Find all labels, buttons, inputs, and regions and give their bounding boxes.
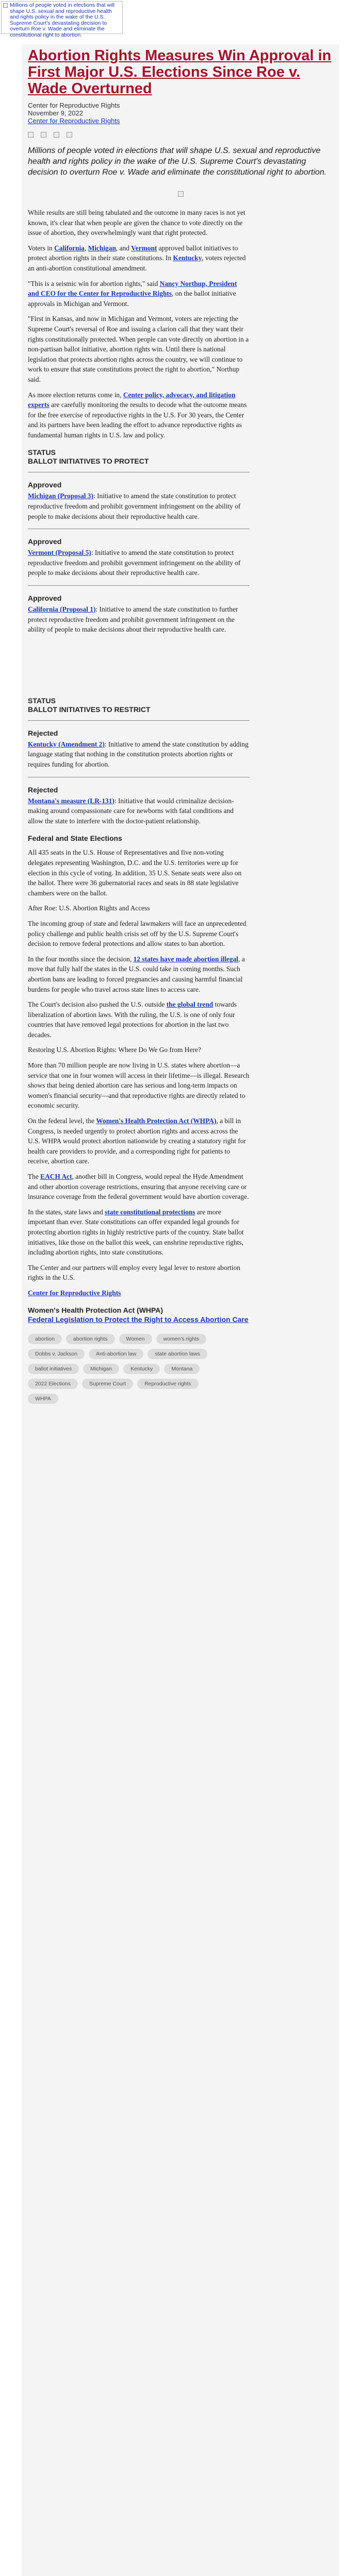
- section-heading: BALLOT INITIATIVES TO RESTRICT: [28, 705, 151, 714]
- image-placeholder-icon: [178, 191, 184, 197]
- text: The: [28, 1173, 41, 1180]
- article-title[interactable]: Abortion Rights Measures Win Approval in First Major U.S. Elections Since Roe v. Wade Overturned: [28, 47, 332, 97]
- text: : Initiative to amend the state constitution to protect reproductive freedom and prohibit government infringement on the ability of people to make decisions about their reproductive health care.: [28, 549, 241, 577]
- paragraph: [28, 954, 250, 994]
- text: : Initiative to amend the state constitution to further protect reproductive freedom and prohibit government infringement on the ability of people to make decisions about their reproductive health care.: [28, 605, 238, 634]
- whpa-link-wrap: [28, 1315, 250, 1325]
- tag[interactable]: Montana: [164, 1364, 200, 1374]
- paragraph: [28, 243, 250, 274]
- ballot-link[interactable]: Michigan (Proposal 3): [28, 492, 93, 500]
- linkedin-icon[interactable]: [54, 132, 59, 138]
- tag[interactable]: WHPA: [28, 1394, 58, 1404]
- link-global-trend[interactable]: the global trend: [166, 1001, 214, 1009]
- restrict-section-header: [28, 697, 250, 714]
- ballot-item: [28, 472, 250, 521]
- text: are more important than ever. State constitutions can offer expanded legal grounds for protecting abortion rights in highly restrictive parts of the country. State ballot initiatives, like those on the ballot this week, can enshrine reproductive rights, including abortion rights, into state constitutions.: [28, 1208, 244, 1257]
- facebook-icon[interactable]: [28, 132, 34, 138]
- paragraph: More than 70 million people are now living in U.S. states where abortion—a service that one in four women will access in their lifetime—is illegal. Research shows that being denied abortion care has serious and long-term impacts on women's financial security—and that reproductive rights are directly related to economic security.: [28, 1061, 250, 1110]
- tag[interactable]: Anti-abortion law: [89, 1349, 143, 1359]
- text: In the states, state laws and: [28, 1208, 105, 1216]
- tag[interactable]: women's rights: [156, 1334, 207, 1344]
- tag[interactable]: Dobbs v. Jackson: [28, 1349, 85, 1359]
- ballot-description: [28, 548, 250, 578]
- tag-list: [28, 1334, 214, 1409]
- ballot-status: Rejected: [28, 728, 58, 737]
- article-meta: [28, 101, 333, 125]
- email-card: [22, 44, 339, 2576]
- article-date: November 9, 2022: [28, 109, 83, 117]
- text: , and: [116, 244, 132, 252]
- ballot-description: [28, 604, 250, 635]
- subheading-restoring: Restoring U.S. Abortion Rights: Where Do We Go from Here?: [28, 1046, 201, 1054]
- text: Voters in: [28, 244, 55, 252]
- paragraph: While results are still being tabulated and the outcome in many races is not yet known, it's clear that when people are given the chance to vote directly on the issue of abortion, they overwhelmingly want that right protected.: [28, 209, 245, 237]
- text: , a move that fully half the states in the U.S. could take in coming months. Such abortion bans are leading to forced pregnancies and causing harmful financial burdens for people who travel across state lines to access care.: [28, 955, 245, 993]
- article: [28, 44, 333, 1409]
- text: towards liberalization of abortion laws. With the ruling, the U.S. is one of only four countries that have removed legal protections for abortion in the last two decades.: [28, 1001, 237, 1039]
- ballot-item: [28, 529, 250, 578]
- divider: [28, 585, 250, 586]
- ballot-item: [28, 720, 250, 770]
- text: On the federal level, the: [28, 1117, 96, 1125]
- protect-section-header: [28, 448, 250, 466]
- paragraph: All 435 seats in the U.S. House of Representatives and five non-voting delegates representing Washington, D.C. and the U.S. territories were up for election in this cycle of voting. In addition, 35 U.S. Senate seats were also on the ballot. There were 36 gubernatorial races and seats in 88 state legislative chambers were on the ballot.: [28, 849, 242, 897]
- source-link[interactable]: Center for Reproductive Rights: [28, 117, 120, 125]
- federal-heading: Federal and State Elections: [28, 834, 122, 843]
- ballot-status: Approved: [28, 594, 62, 603]
- text: ,: [84, 244, 88, 252]
- tag[interactable]: ballot initiatives: [28, 1364, 79, 1374]
- paragraph: The Center and our partners will employ every legal lever to restore abortion rights in the U.S.: [28, 1263, 240, 1282]
- text: are carefully monitoring the results to decode what the outcome means for the free exercise of reproductive rights in the U.S. For 30 years, the Center and its partners have been leading the effort to advance reproductive rights as fundamental human rights in U.S. law and policy.: [28, 401, 247, 439]
- text: : Initiative that would criminalize decision-making around compassionate care for newborns with fatal conditions and allow the state to interfere with the doctor-patient relationship.: [28, 796, 234, 825]
- paragraph: [28, 1288, 250, 1298]
- link-michigan[interactable]: Michigan: [88, 244, 116, 252]
- status-label: STATUS: [28, 448, 56, 457]
- link-california[interactable]: California: [54, 244, 85, 252]
- broken-image-icon: [3, 3, 8, 8]
- hero-image: [28, 190, 333, 196]
- text: As more election returns come in,: [28, 391, 123, 399]
- ballot-description: [28, 491, 250, 521]
- divider: [28, 720, 250, 721]
- subheading-after-roe: After Roe: U.S. Abortion Rights and Access: [28, 904, 150, 912]
- ballot-description: [28, 796, 250, 826]
- link-vermont[interactable]: Vermont: [131, 244, 157, 252]
- article-lead: Millions of people voted in elections that will shape U.S. sexual and reproductive health and rights policy in the wake of the U.S. Supreme Court's devastating decision to overturn Roe v. Wade and eliminate the constitutional right to abortion.: [28, 146, 327, 177]
- article-body: [28, 208, 250, 1325]
- paragraph: [28, 390, 250, 440]
- social-share-row: [28, 131, 333, 138]
- preheader-image-alt[interactable]: [1, 1, 123, 38]
- paragraph: [28, 1172, 250, 1202]
- text: approved ballot initiatives to protect abortion rights in their state constitutions. In: [28, 244, 238, 262]
- text: : Initiative to amend the state constitution by adding language stating that nothing in the constitution protects abortion rights or requires funding for abortion.: [28, 740, 249, 768]
- ballot-item: [28, 585, 250, 635]
- tag[interactable]: 2022 Elections: [28, 1379, 78, 1389]
- whpa-title: Women's Health Protection Act (WHPA): [28, 1306, 163, 1314]
- ballot-link[interactable]: Kentucky (Amendment 2): [28, 740, 105, 748]
- ballot-link[interactable]: Vermont (Proposal 5): [28, 549, 91, 557]
- link-each-act[interactable]: EACH Act: [40, 1173, 72, 1180]
- link-kentucky[interactable]: Kentucky: [173, 254, 202, 262]
- tag[interactable]: abortion: [28, 1334, 62, 1344]
- link-center-experts[interactable]: Center policy, advocacy, and litigation experts: [28, 391, 236, 409]
- paragraph: [28, 1207, 250, 1258]
- paragraph: [28, 999, 250, 1040]
- twitter-icon[interactable]: [41, 132, 46, 138]
- ballot-status: Rejected: [28, 785, 58, 794]
- section-heading: BALLOT INITIATIVES TO PROTECT: [28, 457, 149, 466]
- text: "This is a seismic win for abortion rights," said: [28, 279, 160, 287]
- link-center-org[interactable]: Center for Reproductive Rights: [28, 1289, 121, 1297]
- tag[interactable]: Michigan: [83, 1364, 119, 1374]
- email-icon[interactable]: [67, 132, 72, 138]
- text: , on the ballot initiative approvals in Michigan and Vermont.: [28, 290, 236, 308]
- tag[interactable]: Kentucky: [123, 1364, 160, 1374]
- paragraph: "First in Kansas, and now in Michigan and Vermont, voters are rejecting the Supreme Court's reversal of Roe and issuing a clarion call that they want their rights constitutionally protected. When people can vote directly on abortion in a non-partisan ballot initiative, abortion rights win. Until there is national legislation that protects abortion rights across the country, we will continue to work to ensure that state constitutions protect the right to abortion," Northup said.: [28, 315, 249, 383]
- text: , a bill in Congress, is needed urgently to protect abortion rights and access across the U.S. WHPA would protect abortion nationwide by creating a statutory right for health care providers to provide, and a corresponding right for patients to receive, abortion care.: [28, 1117, 246, 1165]
- ballot-item: [28, 777, 250, 826]
- link-whpa[interactable]: Women's Health Protection Act (WHPA): [96, 1117, 217, 1125]
- paragraph: The incoming group of state and federal lawmakers will face an unprecedented policy challenge and public health crisis set off by the U.S. Supreme Court's decision to remove federal protections and allow states to ban abortion.: [28, 919, 247, 948]
- tag[interactable]: Women: [119, 1334, 152, 1344]
- tag[interactable]: Reproductive rights: [137, 1379, 198, 1389]
- link-state-protections[interactable]: state constitutional protections: [105, 1208, 195, 1216]
- paragraph: [28, 1116, 250, 1166]
- link-nancy-northup[interactable]: Nancy Northup, President and CEO for the Center for Reproductive Rights: [28, 279, 237, 298]
- tag[interactable]: Supreme Court: [82, 1379, 133, 1389]
- text: , another bill in Congress, would repeal the Hyde Amendment and other abortion coverage restrictions, ensuring that anyone receiving care or insurance coverage from the federal government would have abortion coverage.: [28, 1173, 249, 1201]
- text: : Initiative to amend the state constitution to protect reproductive freedom and prohibit government infringement on the ability of people to make decisions about their reproductive health care.: [28, 492, 241, 520]
- tag[interactable]: abortion rights: [66, 1334, 115, 1344]
- text: The Court's decision also pushed the U.S. outside: [28, 1001, 167, 1009]
- section-spacer: [28, 642, 250, 688]
- article-author: Center for Reproductive Rights: [28, 101, 120, 109]
- ballot-status: Approved: [28, 537, 62, 546]
- paragraph: [28, 279, 250, 309]
- whpa-link[interactable]: Federal Legislation to Protect the Right to Access Abortion Care: [28, 1315, 249, 1324]
- link-12-states[interactable]: 12 states have made abortion illegal: [133, 955, 238, 963]
- text: , voters rejected an anti-abortion constitutional amendment.: [28, 254, 246, 272]
- ballot-status: Approved: [28, 481, 62, 489]
- status-label: STATUS: [28, 696, 56, 705]
- tag[interactable]: state abortion laws: [147, 1349, 207, 1359]
- ballot-description: [28, 739, 250, 770]
- text: In the four months since the decision,: [28, 955, 134, 963]
- ballot-link[interactable]: California (Proposal 1): [28, 605, 96, 614]
- ballot-link[interactable]: Montana's measure (LR-131): [28, 796, 114, 805]
- preheader-text: Millions of people voted in elections that will shape U.S. sexual and reproductive health and rights policy in the wake of the U.S. Supreme Court's devastating decision to overturn Roe v. Wade and eliminate the constitutional right to abortion.: [10, 2, 115, 38]
